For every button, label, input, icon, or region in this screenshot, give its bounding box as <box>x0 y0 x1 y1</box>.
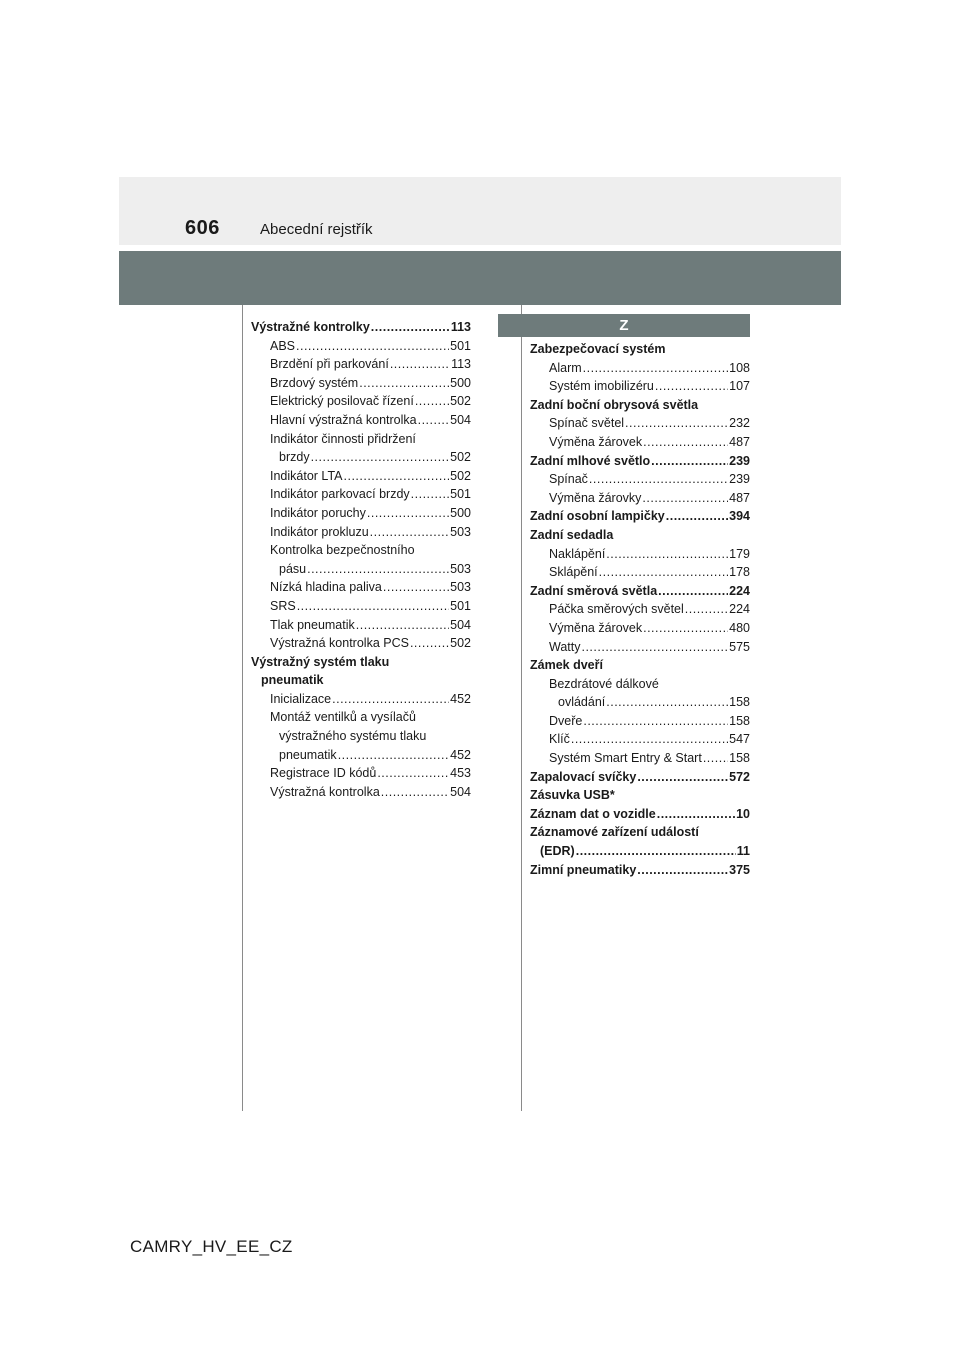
entry-label: Kontrolka bezpečnostního <box>270 543 415 558</box>
dot-leader <box>377 764 449 783</box>
dot-leader <box>606 693 728 712</box>
index-entry <box>530 600 750 619</box>
entry-label: Zadní směrová světla <box>530 583 658 598</box>
index-entry <box>251 653 471 672</box>
entry-page: 503 <box>450 561 471 576</box>
index-entry <box>530 545 750 564</box>
entry-page: 394 <box>729 509 750 524</box>
entry-label: Záznam dat o vozidle <box>530 806 656 821</box>
entry-label: Brzdění při parkování <box>270 357 389 372</box>
entry-page: 158 <box>729 751 750 766</box>
dot-leader <box>703 749 728 768</box>
entry-label: Indikátor LTA <box>270 468 343 483</box>
index-entry <box>251 597 471 616</box>
dot-leader <box>599 563 728 582</box>
entry-label: pneumatik <box>279 747 337 762</box>
dot-leader <box>576 842 736 861</box>
entry-label: Zadní boční obrysová světla <box>530 397 699 412</box>
entry-page: 501 <box>450 338 471 353</box>
index-entry <box>530 377 750 396</box>
entry-page: 232 <box>729 416 750 431</box>
dot-leader <box>571 730 728 749</box>
index-entry <box>251 504 471 523</box>
index-entry <box>251 746 471 765</box>
index-entry <box>251 430 471 449</box>
entry-page: 113 <box>451 357 471 372</box>
entry-label: Výstražné kontrolky <box>251 320 370 334</box>
entry-page: 107 <box>729 379 750 394</box>
dot-leader <box>390 355 450 374</box>
entry-page: 452 <box>450 747 471 762</box>
index-entry <box>530 452 750 471</box>
entry-page: 500 <box>450 505 471 520</box>
index-entry <box>530 359 750 378</box>
dot-leader <box>311 448 450 467</box>
dot-leader <box>643 433 728 452</box>
index-entry <box>251 727 471 746</box>
entry-page: 480 <box>729 620 750 635</box>
index-entry <box>530 730 750 749</box>
dot-leader <box>581 638 728 657</box>
section-title: Abecední rejstřík <box>260 221 373 238</box>
entry-label: Indikátor poruchy <box>270 505 366 520</box>
index-entry <box>251 337 471 356</box>
dot-leader <box>625 414 728 433</box>
dot-leader <box>338 746 449 765</box>
page-number: 606 <box>185 217 220 239</box>
entry-label: Systém imobilizéru <box>549 379 654 394</box>
entry-page: 504 <box>450 617 471 632</box>
index-entry <box>530 675 750 694</box>
entry-page: 487 <box>729 490 750 505</box>
index-entry <box>251 448 471 467</box>
index-entry <box>251 541 471 560</box>
entry-page: 504 <box>450 784 471 799</box>
entry-label: Výměna žárovky <box>549 490 642 505</box>
entry-label: Hlavní výstražná kontrolka <box>270 412 417 427</box>
index-entry <box>530 805 750 824</box>
index-entry <box>251 616 471 635</box>
index-entry <box>251 578 471 597</box>
index-entry <box>530 749 750 768</box>
dot-leader <box>344 467 450 486</box>
entry-label: Sklápění <box>549 565 598 580</box>
dot-leader <box>383 578 449 597</box>
entry-label: Registrace ID kódů <box>270 766 377 781</box>
index-entry <box>530 563 750 582</box>
index-entry <box>530 823 750 842</box>
index-entry <box>251 560 471 579</box>
entry-page: 224 <box>729 583 750 598</box>
entry-label: Výstražný systém tlaku <box>251 654 390 669</box>
dot-leader <box>359 374 449 393</box>
entry-label: (EDR) <box>540 844 575 859</box>
dot-leader <box>371 318 450 337</box>
dot-leader <box>367 504 449 523</box>
entry-page: 503 <box>450 524 471 539</box>
index-entry <box>251 783 471 802</box>
dot-leader <box>657 805 735 824</box>
index-entry <box>530 786 750 805</box>
entry-label: Brzdový systém <box>270 375 359 390</box>
index-entry <box>530 433 750 452</box>
index-entry <box>530 396 750 415</box>
entry-page: 239 <box>729 472 750 487</box>
index-entry <box>251 634 471 653</box>
index-entry <box>530 619 750 638</box>
dot-leader <box>642 489 728 508</box>
entry-label: brzdy <box>279 450 310 465</box>
entry-page: 11 <box>736 844 750 859</box>
entry-label: Zadní sedadla <box>530 527 614 542</box>
entry-page: 502 <box>450 450 471 465</box>
dot-leader <box>296 337 449 356</box>
column-divider-left <box>242 305 243 1111</box>
entry-page: 375 <box>729 862 750 877</box>
entry-label: Montáž ventilků a vysílačů <box>270 710 416 725</box>
index-entry <box>530 489 750 508</box>
entry-page: 500 <box>450 375 471 390</box>
entry-label: pásu <box>279 561 307 576</box>
dot-leader <box>307 560 449 579</box>
entry-page: 487 <box>729 434 750 449</box>
entry-label: Indikátor činnosti přidržení <box>270 431 416 446</box>
index-entry <box>251 318 471 337</box>
index-entry <box>251 690 471 709</box>
entry-page: 179 <box>729 546 750 561</box>
column-divider-middle <box>521 305 522 1111</box>
entry-page: 502 <box>450 394 471 409</box>
entry-label: Zásuvka USB* <box>530 788 615 803</box>
dot-leader <box>651 452 728 471</box>
index-entry <box>530 712 750 731</box>
dot-leader <box>666 507 728 526</box>
entry-label: Výměna žárovek <box>549 620 643 635</box>
dot-leader <box>411 485 449 504</box>
entry-page: 547 <box>729 732 750 747</box>
entry-label: Systém Smart Entry & Start <box>549 751 702 766</box>
index-entry <box>530 414 750 433</box>
dot-leader <box>637 768 728 787</box>
index-entry <box>530 638 750 657</box>
entry-page: 113 <box>450 320 471 334</box>
entry-page: 178 <box>729 565 750 580</box>
dot-leader <box>685 600 728 619</box>
dot-leader <box>589 470 728 489</box>
entry-label: Zámek dveří <box>530 658 603 673</box>
entry-label: Zimní pneumatiky <box>530 862 637 877</box>
index-entry <box>530 340 750 359</box>
entry-label: Páčka směrových světel <box>549 602 684 617</box>
index-entry <box>251 485 471 504</box>
index-entry <box>530 656 750 675</box>
entry-page: 504 <box>450 412 471 427</box>
entry-label: Zadní mlhové světlo <box>530 453 651 468</box>
dot-leader <box>418 411 450 430</box>
entry-label: pneumatik <box>261 673 324 688</box>
entry-page: 501 <box>450 598 471 613</box>
entry-label: Záznamové zařízení událostí <box>530 825 699 840</box>
entry-label: Inicializace <box>270 691 332 706</box>
entry-label: Zabezpečovací systém <box>530 342 666 356</box>
entry-label: Alarm <box>549 360 582 375</box>
dot-leader <box>637 861 728 880</box>
index-entry <box>530 507 750 526</box>
dot-leader <box>583 712 728 731</box>
index-entry <box>251 708 471 727</box>
entry-page: 502 <box>450 636 471 651</box>
entry-page: 502 <box>450 468 471 483</box>
index-entry <box>251 523 471 542</box>
dot-leader <box>297 597 449 616</box>
header-band <box>119 177 841 245</box>
entry-label: Watty <box>549 639 581 654</box>
entry-label: Dveře <box>549 713 583 728</box>
entry-page: 572 <box>729 769 750 784</box>
index-entry <box>530 861 750 880</box>
entry-label: Naklápění <box>549 546 606 561</box>
entry-page: 224 <box>729 602 750 617</box>
entry-page: 453 <box>450 766 471 781</box>
index-entry <box>251 467 471 486</box>
dot-leader <box>643 619 728 638</box>
index-entry <box>251 355 471 374</box>
entry-label: Indikátor prokluzu <box>270 524 369 539</box>
index-entry <box>251 392 471 411</box>
entry-label: Nízká hladina paliva <box>270 580 382 595</box>
entry-page: 503 <box>450 580 471 595</box>
entry-page: 108 <box>729 360 750 375</box>
index-column-left <box>251 318 471 801</box>
entry-page: 158 <box>729 713 750 728</box>
entry-label: ovládání <box>558 695 606 710</box>
index-entry <box>530 582 750 601</box>
index-column-right <box>530 340 750 879</box>
dot-leader <box>356 616 449 635</box>
entry-page: 158 <box>729 695 750 710</box>
index-entry <box>251 374 471 393</box>
entry-label: Elektrický posilovač řízení <box>270 394 414 409</box>
index-entry <box>530 470 750 489</box>
entry-page: 239 <box>729 453 750 468</box>
entry-label: Výstražná kontrolka PCS <box>270 636 409 651</box>
entry-label: Výměna žárovek <box>549 434 643 449</box>
entry-page: 575 <box>729 639 750 654</box>
letter-heading: Z <box>498 314 750 337</box>
dot-leader <box>583 359 728 378</box>
index-entry <box>251 411 471 430</box>
entry-label: Klíč <box>549 732 570 747</box>
entry-label: SRS <box>270 598 296 613</box>
dot-leader <box>415 392 449 411</box>
dot-leader <box>655 377 728 396</box>
dot-leader <box>381 783 449 802</box>
dot-leader <box>370 523 449 542</box>
dot-leader <box>658 582 728 601</box>
footer-code: CAMRY_HV_EE_CZ <box>130 1237 293 1256</box>
dot-leader <box>606 545 728 564</box>
entry-label: Bezdrátové dálkové <box>549 676 659 691</box>
entry-page: 452 <box>450 691 471 706</box>
entry-label: ABS <box>270 338 296 353</box>
entry-label: Zadní osobní lampičky <box>530 509 665 524</box>
header-bar <box>119 251 841 305</box>
entry-label: výstražného systému tlaku <box>279 729 427 744</box>
entry-label: Tlak pneumatik <box>270 617 355 632</box>
dot-leader <box>410 634 449 653</box>
index-entry <box>251 671 471 690</box>
entry-page: 501 <box>450 487 471 502</box>
index-entry <box>530 693 750 712</box>
entry-page: 10 <box>736 806 750 821</box>
index-entry <box>530 526 750 545</box>
entry-label: Spínač světel <box>549 416 625 431</box>
entry-label: Zapalovací svíčky <box>530 769 637 784</box>
index-entry <box>530 768 750 787</box>
entry-label: Výstražná kontrolka <box>270 784 380 799</box>
entry-label: Spínač <box>549 472 588 487</box>
index-entry <box>251 764 471 783</box>
dot-leader <box>332 690 449 709</box>
entry-label: Indikátor parkovací brzdy <box>270 487 410 502</box>
index-entry <box>530 842 750 861</box>
